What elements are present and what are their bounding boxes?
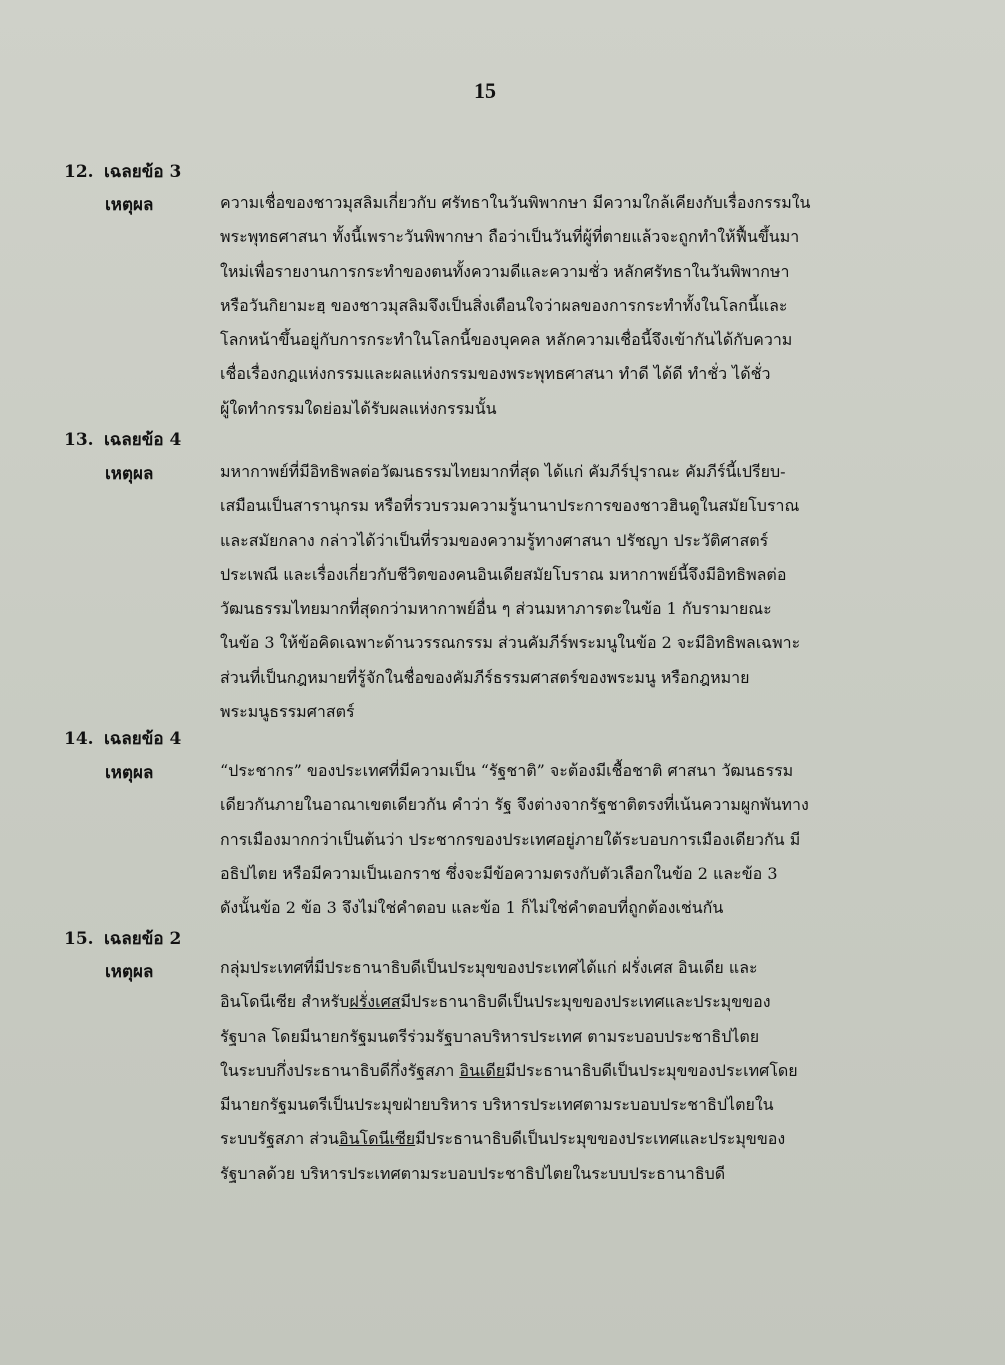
text-line: เสมือนเป็นสารานุกรม หรือที่รวบรวมความรู้นานาประการของชาวฮินดูในสมัยโบราณ	[220, 496, 800, 516]
text-line: พระมนูธรรมศาสตร์	[220, 702, 355, 722]
question-number: 14.	[64, 729, 94, 749]
answer-heading-13	[64, 426, 181, 453]
text-line: มีนายกรัฐมนตรีเป็นประมุขฝ่ายบริหาร บริหารประเทศตามระบอบประชาธิปไตยใน	[220, 1095, 774, 1115]
text-line: และสมัยกลาง กล่าวได้ว่าเป็นที่รวมของความรู้ทางศาสนา ปรัชญา ประวัติศาสตร์	[220, 530, 769, 550]
underlined-country-name: ฝรั่งเศส	[349, 992, 401, 1012]
text-line: รัฐบาลด้วย บริหารประเทศตามระบอบประชาธิปไตยในระบบประธานาธิบดี	[220, 1163, 726, 1183]
reason-label-15: เหตุผล	[105, 962, 154, 982]
text-line: ใหม่เพื่อรายงานการกระทำของตนทั้งความดีและความชั่ว หลักศรัทธาในวันพิพากษา	[220, 261, 790, 281]
text-line: กลุ่มประเทศที่มีประธานาธิบดีเป็นประมุขของประเทศได้แก่ ฝรั่งเศส อินเดีย และ	[220, 958, 758, 977]
answer-heading-12	[64, 158, 181, 185]
reason-text-13	[220, 455, 920, 729]
answer-heading-14	[64, 725, 181, 752]
page-number: 15	[474, 78, 496, 103]
question-number: 15.	[64, 929, 94, 949]
text-line: ผู้ใดทำกรรมใดย่อมได้รับผลแห่งกรรมนั้น	[220, 398, 497, 418]
reason-text-12	[220, 186, 920, 426]
text-line: การเมืองมากกว่าเป็นต้นว่า ประชากรของประเทศอยู่ภายใต้ระบอบการเมืองเดียวกัน มี	[220, 829, 801, 849]
text-line: ประเพณี และเรื่องเกี่ยวกับชีวิตของคนอินเดียสมัยโบราณ มหากาพย์นี้จึงมีอิทธิพลต่อ	[220, 564, 787, 584]
text-line: พระพุทธศาสนา ทั้งนี้เพราะวันพิพากษา ถือว่าเป็นวันที่ผู้ที่ตายแล้วจะถูกทำให้ฟื้นขึ้นมา	[220, 227, 800, 247]
answer-heading-15	[64, 925, 181, 952]
text-line: ในข้อ 3 ให้ข้อคิดเฉพาะด้านวรรณกรรม ส่วนคัมภีร์พระมนูในข้อ 2 จะมีอิทธิพลเฉพาะ	[220, 633, 801, 653]
text-line: “ประชากร” ของประเทศที่มีความเป็น “รัฐชาติ” จะต้องมีเชื้อชาติ ศาสนา วัฒนธรรม	[220, 761, 794, 780]
text-line: วัฒนธรรมไทยมากที่สุดกว่ามหากาพย์อื่น ๆ ส่วนมหาภารตะในข้อ 1 กับรามายณะ	[220, 599, 772, 619]
text-line: โลกหน้าขึ้นอยู่กับการกระทำในโลกนี้ของบุคคล หลักความเชื่อนี้จึงเข้ากันได้กับความ	[220, 330, 793, 350]
text-line: เดียวกันภายในอาณาเขตเดียวกัน คำว่า รัฐ จึงต่างจากรัฐชาติตรงที่เน้นความผูกพันทาง	[220, 795, 809, 815]
text-line: ส่วนที่เป็นกฎหมายที่รู้จักในชื่อของคัมภีร์ธรรมศาสตร์ของพระมนู หรือกฎหมาย	[220, 667, 750, 687]
text-line: เชื่อเรื่องกฎแห่งกรรมและผลแห่งกรรมของพระพุทธศาสนา ทำดี ได้ดี ทำชั่ว ได้ชั่ว	[220, 364, 771, 384]
underlined-country-name: อินโดนีเซีย	[339, 1129, 416, 1149]
text-line: ในระบบกึ่งประธานาธิบดีกึ่งรัฐสภา อินเดียมีประธานาธิบดีเป็นประมุขของประเทศโดย	[220, 1060, 798, 1080]
reason-label-12: เหตุผล	[105, 195, 154, 215]
reason-text-15	[220, 951, 920, 1191]
reason-label-14: เหตุผล	[105, 763, 154, 783]
text-line: ดังนั้นข้อ 2 ข้อ 3 จึงไม่ใช่คำตอบ และข้อ 1 ก็ไม่ใช่คำตอบที่ถูกต้องเช่นกัน	[220, 898, 724, 918]
reason-text-14	[220, 754, 920, 925]
answer-label: เฉลยข้อ 4	[104, 430, 182, 450]
text-line: ระบบรัฐสภา ส่วนอินโดนีเซียมีประธานาธิบดีเป็นประมุขของประเทศและประมุขของ	[220, 1129, 786, 1149]
text-line: ความเชื่อของชาวมุสลิมเกี่ยวกับ ศรัทธาในวันพิพากษา มีความใกล้เคียงกับเรื่องกรรมใน	[220, 193, 811, 212]
reason-label-13: เหตุผล	[105, 464, 154, 484]
text-line: รัฐบาล โดยมีนายกรัฐมนตรีร่วมรัฐบาลบริหารประเทศ ตามระบอบประชาธิปไตย	[220, 1026, 760, 1046]
question-number: 12.	[64, 162, 94, 182]
text-line: มหากาพย์ที่มีอิทธิพลต่อวัฒนธรรมไทยมากที่สุด ได้แก่ คัมภีร์ปุราณะ คัมภีร์นี้เปรียบ-	[220, 462, 786, 481]
answer-label: เฉลยข้อ 4	[104, 729, 182, 749]
answer-label: เฉลยข้อ 3	[104, 162, 182, 182]
text-line: อธิปไตย หรือมีความเป็นเอกราช ซึ่งจะมีข้อความตรงกับตัวเลือกในข้อ 2 และข้อ 3	[220, 863, 778, 883]
text-line: อินโดนีเซีย สำหรับฝรั่งเศสมีประธานาธิบดีเป็นประมุขของประเทศและประมุขของ	[220, 992, 771, 1012]
underlined-country-name: อินเดีย	[459, 1060, 506, 1080]
question-number: 13.	[64, 430, 94, 450]
answer-label: เฉลยข้อ 2	[104, 929, 182, 949]
text-line: หรือวันกิยามะฮฺ ของชาวมุสลิมจึงเป็นสิ่งเตือนใจว่าผลของการกระทำทั้งในโลกนี้และ	[220, 295, 788, 315]
